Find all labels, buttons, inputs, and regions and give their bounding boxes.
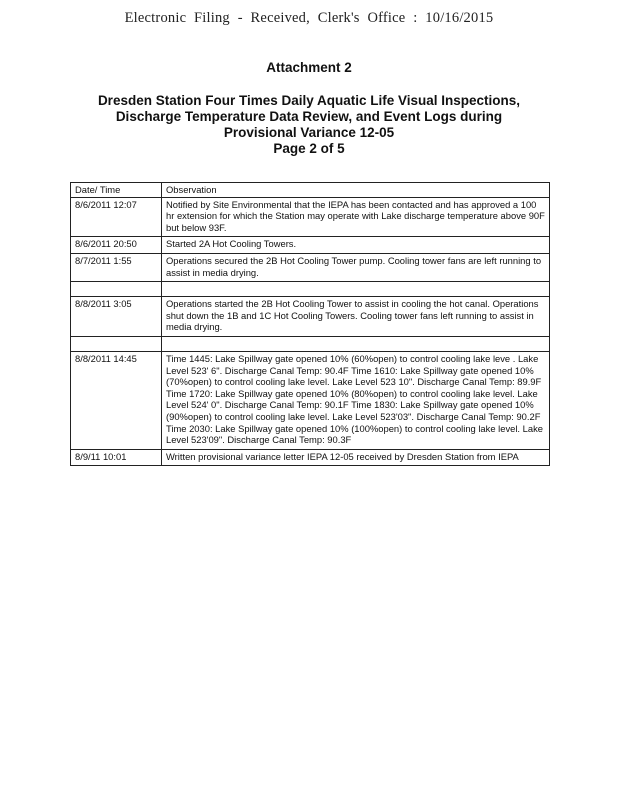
table-row — [71, 253, 550, 281]
column-header-datetime: Date/ Time — [71, 183, 162, 198]
row-observation: Notified by Site Environmental that the IEPA has been contacted and has approved a 100 hr extension for which the Station may operate with Lake discharge temperature above 90F but below 93F. — [162, 197, 550, 237]
table-row — [71, 197, 550, 237]
table-spacer-row — [71, 336, 550, 351]
attachment-label: Attachment 2 — [266, 60, 352, 75]
page-indicator: Page 2 of 5 — [273, 141, 345, 156]
event-log-table — [70, 182, 550, 466]
filing-stamp: Electronic Filing - Received, Clerk's Office : 10/16/2015 — [124, 10, 494, 26]
row-datetime: 8/8/2011 3:05 — [71, 297, 162, 337]
row-observation: Operations started the 2B Hot Cooling Tower to assist in cooling the hot canal. Operations shut down the 1B and 1C Hot Cooling Towers. Cooling tower fans left running to assist in media drying. — [162, 297, 550, 337]
row-observation: Started 2A Hot Cooling Towers. — [162, 237, 550, 254]
table-row — [71, 449, 550, 466]
row-datetime: 8/8/2011 14:45 — [71, 351, 162, 449]
spacer-cell — [71, 336, 162, 351]
column-header-observation: Observation — [162, 183, 550, 198]
table-row — [71, 351, 550, 449]
document-title — [60, 93, 558, 157]
table-header-row — [71, 183, 550, 198]
spacer-cell — [71, 282, 162, 297]
row-observation: Operations secured the 2B Hot Cooling Tower pump. Cooling tower fans are left running to assist in media drying. — [162, 253, 550, 281]
table-row — [71, 297, 550, 337]
title-line-3: Provisional Variance 12-05 — [223, 125, 395, 140]
spacer-cell — [162, 282, 550, 297]
row-datetime: 8/9/11 10:01 — [71, 449, 162, 466]
row-observation: Written provisional variance letter IEPA 12-05 received by Dresden Station from IEPA — [162, 449, 550, 466]
row-datetime: 8/6/2011 12:07 — [71, 197, 162, 237]
row-observation: Time 1445: Lake Spillway gate opened 10% (60%open) to control cooling lake leve . Lake Level 523' 6". Discharge Canal Temp: 90.4F Time 1610: Lake Spillway gate opened 10% (70%open) to control cooling lake level. Lake Level 523 10". Discharge Canal Temp: 89.9F Time 1720: Lake Spillway gate opened 10% (80%open) to control cooling lake level. Lake Level 524' 0". Discharge Canal Temp: 90.1F Time 1830: Lake Spillway gate opened 10% (90%open) to control cooling lake level. Lake Level 523'03". Discharge Canal Temp: 90.2F Time 2030: Lake Spillway gate opened 10% (100%open) to control cooling lake level. Lake Level 523'09". Discharge Canal Temp: 90.3F — [162, 351, 550, 449]
row-datetime: 8/6/2011 20:50 — [71, 237, 162, 254]
title-line-2: Discharge Temperature Data Review, and Event Logs during — [115, 109, 503, 124]
row-datetime: 8/7/2011 1:55 — [71, 253, 162, 281]
table-row — [71, 237, 550, 254]
title-line-1: Dresden Station Four Times Daily Aquatic Life Visual Inspections, — [97, 93, 521, 108]
table-spacer-row — [71, 282, 550, 297]
spacer-cell — [162, 336, 550, 351]
